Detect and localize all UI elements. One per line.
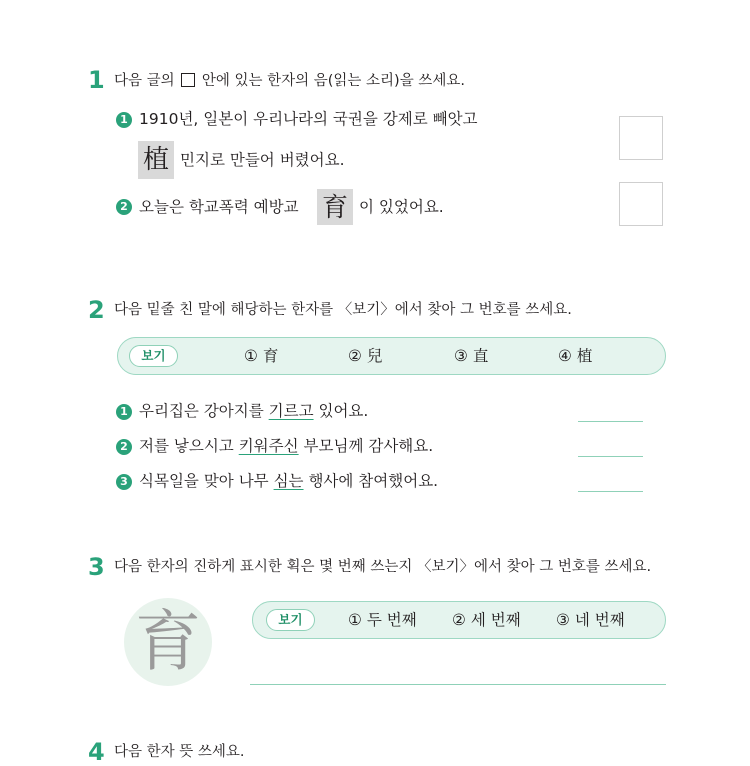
q1-item-1-line-2: 민지로 만들어 버렸어요. [180, 151, 345, 169]
sentence-text: 식목일을 맞아 나무 [139, 472, 274, 490]
q1-item-1-hanja: 植 [138, 141, 174, 179]
empty-square-icon [181, 73, 195, 87]
q3-option-3: ③ 네 번째 [556, 611, 625, 629]
item-number-badge: 2 [116, 199, 132, 215]
q2-bogi-label: 보기 [129, 345, 178, 367]
item-number-badge: 3 [116, 474, 132, 490]
q2-option-2: ② 兒 [348, 347, 383, 365]
q3-option-2: ② 세 번째 [452, 611, 521, 629]
q1-item-2-text-after: 이 있었어요. [359, 198, 444, 216]
q2-item-2-answer-line[interactable] [578, 456, 643, 457]
question-1-instruction [114, 71, 465, 91]
q2-item-3-answer-line[interactable] [578, 491, 643, 492]
question-3-number: 3 [88, 553, 105, 581]
question-1-number: 1 [88, 66, 105, 94]
sentence-text: 부모님께 감사해요. [298, 437, 434, 455]
sentence-text: 있어요. [313, 402, 369, 420]
q3-stroke-hanja: 育 [135, 603, 201, 680]
underlined-word: 기르고 [268, 402, 314, 420]
underlined-word: 심는 [273, 472, 304, 490]
q3-answer-line[interactable] [250, 684, 666, 685]
question-4-instruction: 다음 한자 뜻 쓰세요. [114, 744, 245, 760]
q1-item-1-line-1: 1910년, 일본이 우리나라의 국권을 강제로 빼앗고 [139, 110, 478, 128]
sentence-text: 행사에 참여했어요. [303, 472, 439, 490]
question-2-number: 2 [88, 296, 105, 324]
q2-item-3-sentence [139, 470, 438, 492]
instruction-text-before: 다음 글의 [114, 73, 175, 89]
q2-item-2-sentence [139, 435, 433, 457]
underlined-word: 키워주신 [238, 437, 299, 455]
q2-option-1: ① 育 [244, 347, 279, 365]
q1-item-2-text-before: 오늘은 학교폭력 예방교 [139, 198, 299, 216]
q3-bogi-label: 보기 [266, 609, 315, 631]
q2-option-4: ④ 植 [558, 347, 593, 365]
sentence-text: 우리집은 강아지를 [139, 402, 269, 420]
sentence-text: 저를 낳으시고 [139, 437, 239, 455]
item-number-badge: 1 [116, 404, 132, 420]
q1-item-1-answer-box[interactable] [619, 116, 663, 160]
q3-option-1: ① 두 번째 [348, 611, 417, 629]
question-2-instruction: 다음 밑줄 친 말에 해당하는 한자를 〈보기〉에서 찾아 그 번호를 쓰세요. [114, 302, 572, 318]
q2-item-1-answer-line[interactable] [578, 421, 643, 422]
instruction-text-after: 안에 있는 한자의 음(읽는 소리)을 쓰세요. [201, 73, 465, 89]
question-4-number: 4 [88, 738, 105, 766]
q2-item-1-sentence [139, 400, 368, 422]
item-number-badge: 1 [116, 112, 132, 128]
q1-item-2-answer-box[interactable] [619, 182, 663, 226]
item-number-badge: 2 [116, 439, 132, 455]
question-3-instruction: 다음 한자의 진하게 표시한 획은 몇 번째 쓰는지 〈보기〉에서 찾아 그 번호를 쓰세요. [114, 559, 652, 575]
q2-option-3: ③ 直 [454, 347, 489, 365]
q1-item-2-hanja: 育 [317, 189, 353, 225]
